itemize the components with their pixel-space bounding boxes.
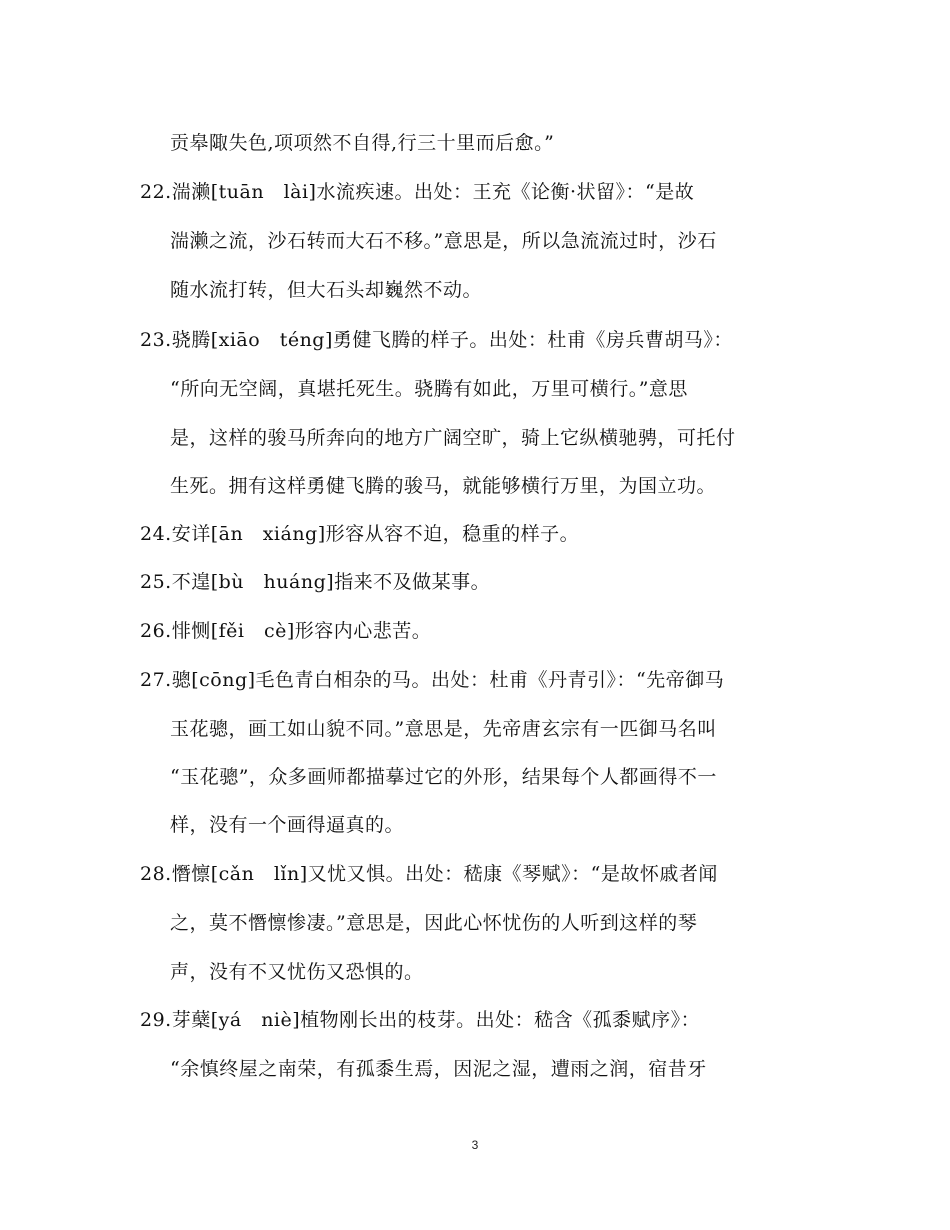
page-number: 3 bbox=[471, 1138, 479, 1152]
text-line: 声，没有不又忧伤又恐惧的。 bbox=[170, 961, 424, 983]
text-line: 之，莫不憯懔惨凄。”意思是，因此心怀忧伤的人听到这样的琴 bbox=[170, 912, 698, 934]
text-line: 样，没有一个画得逼真的。 bbox=[170, 814, 405, 836]
entry-27-line: 27.骢[cōng]毛色青白相杂的马。出处：杜甫《丹青引》：“先帝御马 bbox=[140, 669, 725, 691]
text-line: 生死。拥有这样勇健飞腾的骏马，就能够横行万里，为国立功。 bbox=[170, 475, 717, 497]
text-line: 是，这样的骏马所奔向的地方广阔空旷，骑上它纵横驰骋，可托付 bbox=[170, 427, 736, 449]
entry-26-line: 26.悱恻[fěi cè]形容内心悲苦。 bbox=[140, 620, 432, 642]
text-line: 玉花骢，画工如山貌不同。”意思是，先帝唐玄宗有一匹御马名叫 bbox=[170, 718, 717, 740]
entry-28-line: 28.憯懔[cǎn lǐn]又忧又惧。出处：嵇康《琴赋》：“是故怀戚者闻 bbox=[140, 863, 718, 885]
entry-24-line: 24.安详[ān xiáng]形容从容不迫，稳重的样子。 bbox=[140, 523, 580, 545]
text-line: “所向无空阔，真堪托死生。骁腾有如此，万里可横行。”意思 bbox=[170, 378, 688, 400]
entry-23-line: 23.骁腾[xiāo téng]勇健飞腾的样子。出处：杜甫《房兵曹胡马》： bbox=[140, 329, 733, 351]
entry-22-line: 22.湍濑[tuān lài]水流疾速。出处：王充《论衡·状留》：“是故 bbox=[140, 181, 695, 203]
text-line: 湍濑之流，沙石转而大石不移。”意思是，所以急流流过时，沙石 bbox=[170, 230, 717, 252]
entry-25-line: 25.不遑[bù huáng]指来不及做某事。 bbox=[140, 571, 491, 593]
text-line: 随水流打转，但大石头却巍然不动。 bbox=[170, 279, 483, 301]
text-line: 贡皋陬失色,项项然不自得,行三十里而后愈。” bbox=[170, 132, 555, 154]
text-line: “玉花骢”，众多画师都描摹过它的外形，结果每个人都画得不一 bbox=[170, 766, 717, 788]
text-line: “余慎终屋之南荣，有孤黍生焉，因泥之湿，遭雨之润，宿昔牙 bbox=[170, 1058, 707, 1080]
entry-29-line: 29.芽蘖[yá niè]植物刚长出的枝芽。出处：嵇含《孤黍赋序》： bbox=[140, 1009, 701, 1031]
